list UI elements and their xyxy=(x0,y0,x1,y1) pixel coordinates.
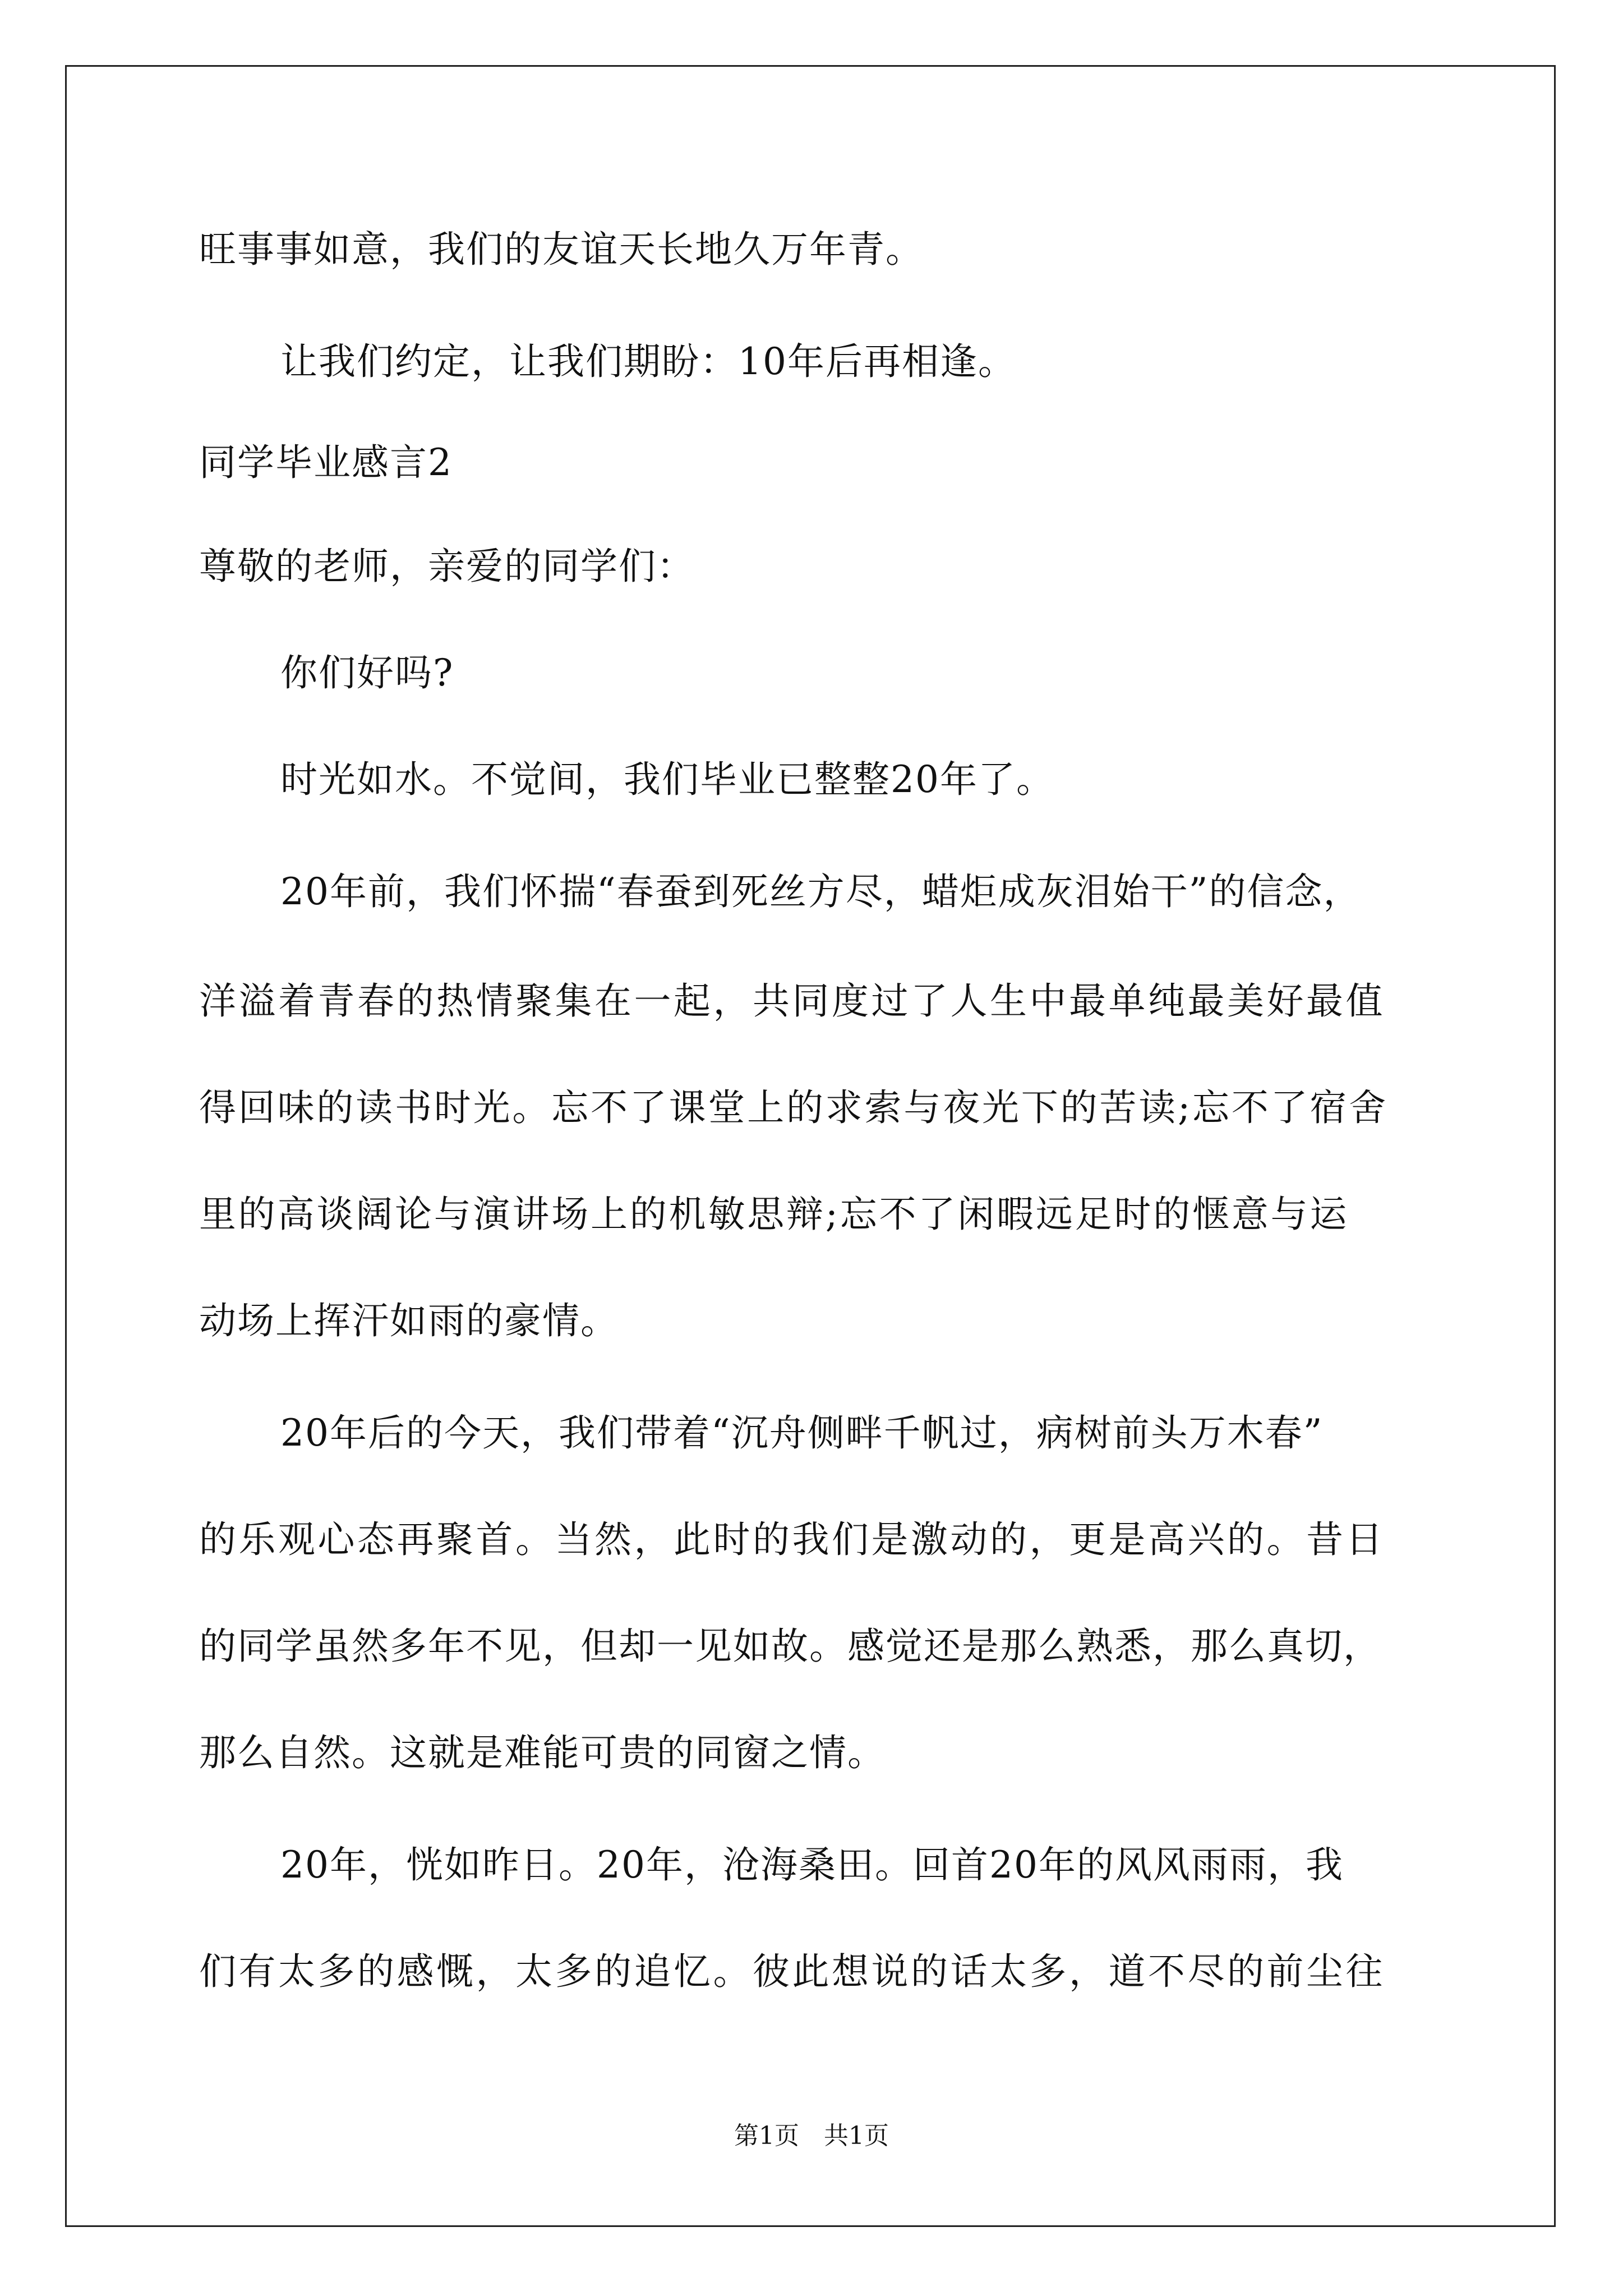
paragraph-line: 那么自然。这就是难能可贵的同窗之情。 xyxy=(199,1731,886,1774)
paragraph-line: 的同学虽然多年不见，但却一见如故。感觉还是那么熟悉，那么真切， xyxy=(199,1625,1381,1668)
paragraph-line: 时光如水。不觉间，我们毕业已整整20年了。 xyxy=(280,758,1054,801)
paragraph-line: 洋溢着青春的热情聚集在一起，共同度过了人生中最单纯最美好最值 xyxy=(199,979,1385,1023)
page-number-footer: 第1页 共1页 xyxy=(734,2122,889,2150)
paragraph-line: 20年前，我们怀揣“春蚕到死丝方尽，蜡炬成灰泪始干”的信念， xyxy=(280,870,1362,913)
paragraph-line: 动场上挥汗如雨的豪情。 xyxy=(199,1299,619,1342)
paragraph-line: 旺事事如意，我们的友谊天长地久万年青。 xyxy=(199,228,924,271)
paragraph-line: 让我们约定，让我们期盼：10年后再相逢。 xyxy=(280,340,1016,383)
salutation: 尊敬的老师，亲爱的同学们： xyxy=(199,545,695,588)
paragraph-line: 你们好吗? xyxy=(280,651,454,694)
section-heading: 同学毕业感言2 xyxy=(199,441,453,484)
paragraph-line: 里的高谈阔论与演讲场上的机敏思辩;忘不了闲暇远足时的惬意与运 xyxy=(199,1193,1349,1236)
page-border xyxy=(65,65,1556,2227)
paragraph-line: 们有太多的感慨，太多的追忆。彼此想说的话太多，道不尽的前尘往 xyxy=(199,1950,1385,1993)
paragraph-line: 得回味的读书时光。忘不了课堂上的求索与夜光下的苦读;忘不了宿舍 xyxy=(199,1086,1389,1129)
paragraph-line: 20年，恍如昨日。20年，沧海桑田。回首20年的风风雨雨，我 xyxy=(280,1843,1344,1887)
paragraph-line: 的乐观心态再聚首。当然，此时的我们是激动的，更是高兴的。昔日 xyxy=(199,1518,1385,1561)
paragraph-line: 20年后的今天，我们带着“沉舟侧畔千帆过，病树前头万木春” xyxy=(280,1411,1324,1455)
